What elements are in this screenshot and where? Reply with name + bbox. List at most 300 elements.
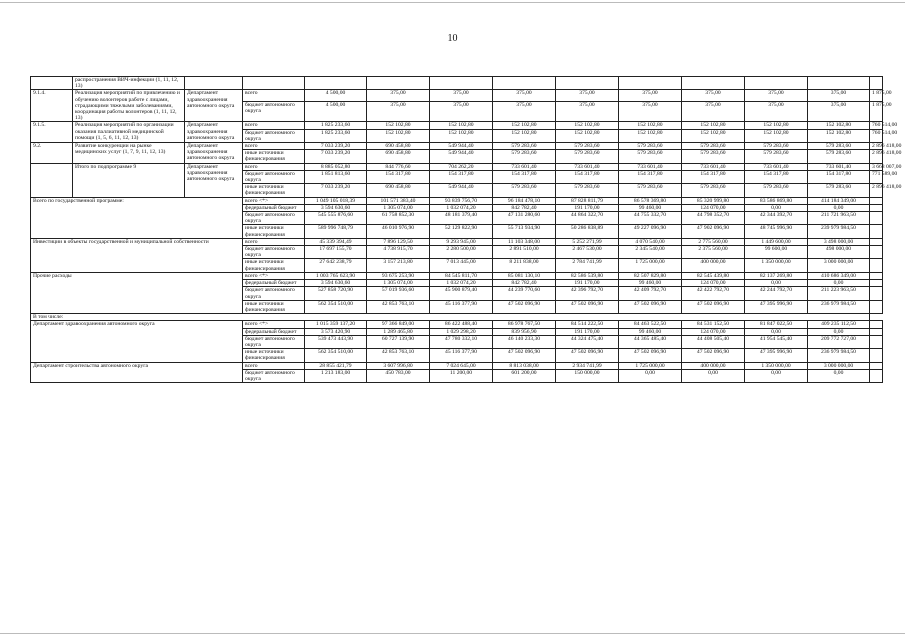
- amount-cell: 81 847 022,50: [745, 321, 808, 328]
- amount-cell: 842 782,40: [493, 280, 556, 287]
- funding-source-cell: иные источники финансирования: [243, 300, 305, 313]
- amount-cell: 3 594 630,60: [305, 280, 367, 287]
- amount-cell: 93 675 253,90: [367, 272, 430, 279]
- amount-cell: 44 798 352,70: [682, 212, 745, 225]
- amount-cell: 42 244 792,70: [745, 287, 808, 300]
- funding-source-cell: всего <*>: [243, 272, 305, 279]
- amount-cell: 152 102,80: [745, 122, 808, 129]
- amount-cell: [493, 77, 556, 90]
- amount-cell: 44 755 332,70: [619, 212, 682, 225]
- amount-cell: 154 317,80: [493, 170, 556, 183]
- table-row: [31, 272, 883, 279]
- amount-cell: 83 586 869,80: [745, 197, 808, 204]
- group-name-cell: Департамент здравоохранения автономного округа: [31, 321, 243, 362]
- funding-source-cell: бюджет автономного округа: [243, 170, 305, 183]
- amount-cell: 150 000,00: [556, 369, 619, 382]
- amount-cell: 42 853 763,10: [367, 300, 430, 313]
- amount-cell: 5 252 271,99: [556, 238, 619, 245]
- amount-cell: 4 500,00: [305, 90, 367, 101]
- amount-cell: 11 103 348,00: [493, 238, 556, 245]
- funding-source-cell: всего: [243, 122, 305, 129]
- amount-cell: 27 642 238,79: [305, 259, 367, 272]
- group-name-cell: Всего по государственной программе:: [31, 197, 243, 238]
- amount-cell: 1 015 359 137,20: [305, 321, 367, 328]
- amount-cell: 579 283,60: [493, 143, 556, 150]
- amount-cell: 400 000,00: [682, 362, 745, 369]
- amount-cell: 8 885 052,80: [305, 163, 367, 170]
- amount-cell: 49 227 096,90: [619, 225, 682, 238]
- amount-cell: 0,00: [745, 328, 808, 335]
- amount-cell: 690 458,80: [367, 184, 430, 197]
- amount-cell: 2 375 560,00: [682, 246, 745, 259]
- amount-cell: 0,00: [808, 280, 870, 287]
- table-row: [31, 163, 883, 170]
- amount-cell: 3 157 213,80: [367, 259, 430, 272]
- amount-cell: 549 944,40: [430, 184, 493, 197]
- amount-cell: 545 555 876,60: [305, 212, 367, 225]
- amount-cell: 2 345 540,00: [619, 246, 682, 259]
- amount-cell: 47 502 096,90: [493, 349, 556, 362]
- funding-source-cell: всего: [243, 362, 305, 369]
- amount-cell: [870, 204, 883, 211]
- amount-cell: 498 000,00: [808, 246, 870, 259]
- amount-cell: 3 594 630,60: [305, 204, 367, 211]
- amount-cell: 733 601,40: [808, 163, 870, 170]
- amount-cell: 93 839 756,70: [430, 197, 493, 204]
- amount-cell: 46 140 233,30: [493, 335, 556, 348]
- funding-source-cell: всего: [243, 238, 305, 245]
- group-name-cell: Инвестиции в объекты государственной и муниципальной собственности: [31, 238, 243, 272]
- amount-cell: 101 571 383,40: [367, 197, 430, 204]
- amount-cell: 1 725 000,00: [619, 362, 682, 369]
- amount-cell: 152 102,80: [430, 122, 493, 129]
- amount-cell: 2 775 560,00: [682, 238, 745, 245]
- amount-cell: 44 239 770,60: [493, 287, 556, 300]
- amount-cell: 124 070,00: [682, 204, 745, 211]
- amount-cell: [430, 77, 493, 90]
- amount-cell: 414 184 349,00: [808, 197, 870, 204]
- amount-cell: 1 213 183,00: [305, 369, 367, 382]
- amount-cell: 1 851 813,60: [305, 170, 367, 183]
- amount-cell: 7 033 239,20: [305, 150, 367, 163]
- amount-cell: [682, 77, 745, 90]
- amount-cell: 2 891 510,00: [493, 246, 556, 259]
- amount-cell: 771 589,00: [870, 170, 883, 183]
- funding-source-cell: всего: [243, 163, 305, 170]
- amount-cell: [870, 238, 883, 245]
- amount-cell: 690 458,80: [367, 143, 430, 150]
- amount-cell: 375,00: [682, 90, 745, 101]
- amount-cell: 42 409 792,70: [619, 287, 682, 300]
- executor-cell: Департамент здравоохранения автономного округа: [185, 90, 243, 122]
- amount-cell: 0,00: [682, 369, 745, 382]
- amount-cell: 2 784 741,99: [556, 259, 619, 272]
- amount-cell: 760 514,00: [870, 129, 883, 142]
- amount-cell: 42 853 763,10: [367, 349, 430, 362]
- funding-source-cell: бюджет автономного округа: [243, 335, 305, 348]
- amount-cell: 47 395 996,90: [745, 349, 808, 362]
- amount-cell: [619, 77, 682, 90]
- table-row: [31, 197, 883, 204]
- code-cell: 9.2.: [31, 143, 73, 164]
- amount-cell: 152 102,80: [367, 122, 430, 129]
- executor-cell: Департамент здравоохранения автономного округа: [185, 122, 243, 143]
- amount-cell: 0,00: [745, 204, 808, 211]
- funding-source-cell: всего: [243, 90, 305, 101]
- amount-cell: 8 813 038,00: [493, 362, 556, 369]
- amount-cell: 86 422 488,40: [430, 321, 493, 328]
- amount-cell: 1 875,00: [870, 90, 883, 101]
- amount-cell: 562 354 510,00: [305, 349, 367, 362]
- amount-cell: 42 344 392,70: [745, 212, 808, 225]
- funding-source-cell: иные источники финансирования: [243, 150, 305, 163]
- executor-cell: Департамент здравоохранения автономного округа: [185, 143, 243, 164]
- amount-cell: [870, 362, 883, 369]
- amount-cell: 579 283,60: [493, 184, 556, 197]
- amount-cell: 2 896 418,00: [870, 143, 883, 150]
- group-name-cell: Прочие расходы: [31, 272, 243, 313]
- amount-cell: 1 825 233,60: [305, 129, 367, 142]
- amount-cell: [870, 328, 883, 335]
- amount-cell: 549 944,40: [430, 143, 493, 150]
- page-number: 10: [447, 33, 458, 44]
- amount-cell: 7 033 239,20: [305, 143, 367, 150]
- amount-cell: 844 776,60: [367, 163, 430, 170]
- amount-cell: 549 944,40: [430, 150, 493, 163]
- amount-cell: 375,00: [367, 101, 430, 122]
- amount-cell: 154 317,80: [430, 170, 493, 183]
- table-row: [31, 238, 883, 245]
- amount-cell: [808, 77, 870, 90]
- amount-cell: 3 498 000,00: [808, 238, 870, 245]
- amount-cell: 57 019 936,60: [367, 287, 430, 300]
- amount-cell: [870, 280, 883, 287]
- activity-name-cell: Реализация мероприятий по привлечению и обучению волонтеров работе с лицами, страдающими тяжелыми заболеваниями, координация работы волонтеров (1, 11, 12, 13): [73, 90, 185, 122]
- amount-cell: 601 200,00: [493, 369, 556, 382]
- amount-cell: 46 010 976,90: [367, 225, 430, 238]
- table-row: [31, 362, 883, 369]
- amount-cell: 152 102,80: [556, 129, 619, 142]
- amount-cell: 375,00: [493, 101, 556, 122]
- amount-cell: 375,00: [619, 101, 682, 122]
- code-cell: [31, 163, 73, 197]
- amount-cell: 4 070 540,00: [619, 238, 682, 245]
- amount-cell: 1 032 074,20: [430, 280, 493, 287]
- amount-cell: [870, 225, 883, 238]
- amount-cell: 410 686 349,00: [808, 272, 870, 279]
- funding-source-cell: иные источники финансирования: [243, 184, 305, 197]
- funding-source-cell: бюджет автономного округа: [243, 246, 305, 259]
- amount-cell: 124 070,00: [682, 280, 745, 287]
- section-heading: В том числе:: [31, 314, 870, 321]
- amount-cell: 191 170,00: [556, 328, 619, 335]
- amount-cell: 152 102,80: [808, 122, 870, 129]
- amount-cell: 154 317,80: [619, 170, 682, 183]
- amount-cell: 579 283,60: [745, 150, 808, 163]
- amount-cell: [870, 300, 883, 313]
- amount-cell: 1 350 000,00: [745, 259, 808, 272]
- table-body: [31, 77, 902, 383]
- amount-cell: 85 320 999,80: [682, 197, 745, 204]
- amount-cell: 47 502 096,90: [619, 300, 682, 313]
- amount-cell: 48 181 379,40: [430, 212, 493, 225]
- amount-cell: 733 601,40: [619, 163, 682, 170]
- funding-source-cell: федеральный бюджет: [243, 204, 305, 211]
- amount-cell: 562 354 510,00: [305, 300, 367, 313]
- amount-cell: 211 721 963,50: [808, 212, 870, 225]
- amount-cell: 375,00: [808, 90, 870, 101]
- amount-cell: 589 996 748,79: [305, 225, 367, 238]
- amount-cell: 3 000 000,00: [808, 362, 870, 369]
- amount-cell: 842 782,40: [493, 204, 556, 211]
- amount-cell: 579 283,60: [556, 184, 619, 197]
- funding-source-cell: [243, 77, 305, 90]
- amount-cell: 579 283,60: [808, 184, 870, 197]
- amount-cell: [367, 77, 430, 90]
- amount-cell: 375,00: [808, 101, 870, 122]
- budget-table: [30, 76, 902, 383]
- activity-name-cell: Реализация мероприятий по организации оказания паллиативной медицинской помощи (1, 5, 6, 11, 12, 13): [73, 122, 185, 143]
- amount-cell: 450 783,00: [367, 369, 430, 382]
- amount-cell: 539 473 443,90: [305, 335, 367, 348]
- amount-cell: 45 339 394,49: [305, 238, 367, 245]
- amount-cell: 375,00: [493, 90, 556, 101]
- amount-cell: 7 024 645,00: [430, 362, 493, 369]
- amount-cell: 3 000 000,00: [808, 259, 870, 272]
- amount-cell: 579 283,60: [682, 150, 745, 163]
- amount-cell: 0,00: [808, 204, 870, 211]
- amount-cell: 9 293 945,00: [430, 238, 493, 245]
- amount-cell: 154 317,80: [808, 170, 870, 183]
- amount-cell: 579 283,60: [619, 143, 682, 150]
- amount-cell: 47 780 332,10: [430, 335, 493, 348]
- amount-cell: 1 289 465,80: [367, 328, 430, 335]
- amount-cell: 3 573 420,90: [305, 328, 367, 335]
- amount-cell: 84 545 811,70: [430, 272, 493, 279]
- activity-name-cell: Развитие конкуренции на рынке медицинских услуг (1, 7, 9, 11, 12, 13): [73, 143, 185, 164]
- funding-source-cell: иные источники финансирования: [243, 349, 305, 362]
- code-cell: [31, 77, 73, 90]
- amount-cell: 17 697 155,70: [305, 246, 367, 259]
- amount-cell: 47 502 096,90: [493, 300, 556, 313]
- amount-cell: 82 586 539,80: [556, 272, 619, 279]
- amount-cell: 409 235 112,50: [808, 321, 870, 328]
- amount-cell: 579 283,60: [808, 143, 870, 150]
- table-row: [31, 143, 883, 150]
- amount-cell: 2 280 500,00: [430, 246, 493, 259]
- funding-source-cell: иные источники финансирования: [243, 259, 305, 272]
- executor-cell: Департамент здравоохранения автономного округа: [185, 163, 243, 197]
- amount-cell: 47 502 096,90: [682, 349, 745, 362]
- funding-source-cell: федеральный бюджет: [243, 280, 305, 287]
- amount-cell: 375,00: [619, 90, 682, 101]
- activity-name-cell: Итого по подпрограмме 9: [73, 163, 185, 197]
- amount-cell: 0,00: [745, 369, 808, 382]
- amount-cell: [870, 77, 883, 90]
- funding-source-cell: бюджет автономного округа: [243, 129, 305, 142]
- amount-cell: 7 033 239,20: [305, 184, 367, 197]
- amount-cell: 527 858 720,90: [305, 287, 367, 300]
- table-row: [31, 77, 883, 90]
- amount-cell: 47 502 096,90: [619, 349, 682, 362]
- funding-source-cell: бюджет автономного округа: [243, 287, 305, 300]
- amount-cell: 152 102,80: [808, 129, 870, 142]
- amount-cell: 733 601,40: [745, 163, 808, 170]
- amount-cell: 209 772 727,00: [808, 335, 870, 348]
- amount-cell: 1 029 298,20: [430, 328, 493, 335]
- funding-source-cell: иные источники финансирования: [243, 225, 305, 238]
- amount-cell: 7 013 445,00: [430, 259, 493, 272]
- amount-cell: 1 449 600,00: [745, 238, 808, 245]
- amount-cell: 733 601,40: [493, 163, 556, 170]
- amount-cell: 579 283,60: [619, 184, 682, 197]
- amount-cell: 191 170,00: [556, 204, 619, 211]
- amount-cell: 99 460,00: [619, 328, 682, 335]
- amount-cell: 48 745 996,90: [745, 225, 808, 238]
- amount-cell: 400 000,00: [682, 259, 745, 272]
- amount-cell: 154 317,80: [745, 170, 808, 183]
- amount-cell: 124 070,00: [682, 328, 745, 335]
- amount-cell: 733 601,40: [682, 163, 745, 170]
- amount-cell: 44 365 485,40: [619, 335, 682, 348]
- amount-cell: 82 137 269,80: [745, 272, 808, 279]
- amount-cell: 760 514,00: [870, 122, 883, 129]
- amount-cell: 152 102,80: [556, 122, 619, 129]
- amount-cell: 375,00: [430, 101, 493, 122]
- amount-cell: 1 350 000,00: [745, 362, 808, 369]
- amount-cell: 84 514 222,50: [556, 321, 619, 328]
- amount-cell: 41 954 545,40: [745, 335, 808, 348]
- amount-cell: 86 578 369,80: [619, 197, 682, 204]
- amount-cell: 1 725 000,00: [619, 259, 682, 272]
- amount-cell: 579 283,60: [556, 150, 619, 163]
- funding-source-cell: бюджет автономного округа: [243, 212, 305, 225]
- amount-cell: 579 283,60: [619, 150, 682, 163]
- amount-cell: 47 502 096,90: [556, 349, 619, 362]
- amount-cell: 2 896 418,00: [870, 184, 883, 197]
- amount-cell: 704 262,20: [430, 163, 493, 170]
- amount-cell: 579 283,60: [745, 184, 808, 197]
- amount-cell: 0,00: [745, 280, 808, 287]
- amount-cell: 154 317,80: [682, 170, 745, 183]
- funding-source-cell: всего <*>: [243, 197, 305, 204]
- table-row: [31, 90, 883, 101]
- executor-cell: [185, 77, 243, 90]
- amount-cell: 4 500,00: [305, 101, 367, 122]
- amount-cell: 87 828 811,79: [556, 197, 619, 204]
- amount-cell: 47 502 096,90: [682, 300, 745, 313]
- amount-cell: 152 102,80: [619, 122, 682, 129]
- amount-cell: 44 864 322,70: [556, 212, 619, 225]
- amount-cell: 28 855 421,79: [305, 362, 367, 369]
- amount-cell: 152 102,80: [682, 122, 745, 129]
- funding-source-cell: бюджет автономного округа: [243, 369, 305, 382]
- amount-cell: 47 502 096,90: [556, 300, 619, 313]
- amount-cell: 211 223 963,50: [808, 287, 870, 300]
- amount-cell: 99 460,00: [619, 280, 682, 287]
- amount-cell: 45 116 377,90: [430, 349, 493, 362]
- amount-cell: 2 896 418,00: [870, 150, 883, 163]
- amount-cell: [870, 321, 883, 328]
- table-row: [31, 314, 883, 321]
- amount-cell: 154 317,80: [556, 170, 619, 183]
- amount-cell: 3 668 007,00: [870, 163, 883, 170]
- amount-cell: [870, 212, 883, 225]
- amount-cell: 61 758 852,30: [367, 212, 430, 225]
- amount-cell: 579 283,60: [682, 143, 745, 150]
- amount-cell: [870, 335, 883, 348]
- amount-cell: 1 032 074,20: [430, 204, 493, 211]
- amount-cell: 154 317,80: [367, 170, 430, 183]
- amount-cell: 0,00: [808, 369, 870, 382]
- amount-cell: 152 102,80: [367, 129, 430, 142]
- amount-cell: 3 607 996,80: [367, 362, 430, 369]
- amount-cell: 1 875,00: [870, 101, 883, 122]
- amount-cell: 85 081 130,10: [493, 272, 556, 279]
- amount-cell: 1 003 765 623,90: [305, 272, 367, 279]
- amount-cell: 152 102,80: [493, 122, 556, 129]
- amount-cell: 4 738 915,70: [367, 246, 430, 259]
- amount-cell: 375,00: [745, 101, 808, 122]
- scan-edge-top: [0, 2, 905, 3]
- amount-cell: 8 211 838,00: [493, 259, 556, 272]
- amount-cell: [870, 349, 883, 362]
- amount-cell: [870, 259, 883, 272]
- amount-cell: 45 900 879,40: [430, 287, 493, 300]
- group-name-cell: Департамент строительства автономного округа: [31, 362, 243, 383]
- funding-source-cell: всего: [243, 143, 305, 150]
- amount-cell: 2 934 741,99: [556, 362, 619, 369]
- scan-edge-bottom: [0, 633, 905, 634]
- amount-cell: 191 170,00: [556, 280, 619, 287]
- amount-cell: 375,00: [745, 90, 808, 101]
- amount-cell: 84 531 152,50: [682, 321, 745, 328]
- amount-cell: 152 102,80: [493, 129, 556, 142]
- amount-cell: 375,00: [556, 90, 619, 101]
- amount-cell: 2 467 530,00: [556, 246, 619, 259]
- amount-cell: [870, 246, 883, 259]
- amount-cell: [870, 272, 883, 279]
- amount-cell: 42 422 792,70: [682, 287, 745, 300]
- amount-cell: 152 102,80: [430, 129, 493, 142]
- amount-cell: 82 545 439,80: [682, 272, 745, 279]
- amount-cell: [745, 77, 808, 90]
- amount-cell: 579 283,60: [493, 150, 556, 163]
- amount-cell: 86 978 767,50: [493, 321, 556, 328]
- amount-cell: 44 408 505,40: [682, 335, 745, 348]
- amount-cell: 690 458,80: [367, 150, 430, 163]
- amount-cell: 579 283,60: [808, 150, 870, 163]
- amount-cell: 239 979 984,50: [808, 225, 870, 238]
- amount-cell: 152 102,80: [745, 129, 808, 142]
- amount-cell: 52 129 822,90: [430, 225, 493, 238]
- amount-cell: 47 131 280,60: [493, 212, 556, 225]
- code-cell: 9.1.5.: [31, 122, 73, 143]
- amount-cell: 96 184 478,10: [493, 197, 556, 204]
- amount-cell: 375,00: [430, 90, 493, 101]
- amount-cell: 42 396 792,70: [556, 287, 619, 300]
- amount-cell: 236 979 984,50: [808, 300, 870, 313]
- amount-cell: 0,00: [808, 328, 870, 335]
- activity-name-cell: распространения ВИЧ-инфекции (1, 11, 12, 13): [73, 77, 185, 90]
- amount-cell: 11 200,00: [430, 369, 493, 382]
- amount-cell: 99 600,00: [745, 246, 808, 259]
- amount-cell: 152 102,80: [682, 129, 745, 142]
- amount-cell: 1 305 074,00: [367, 280, 430, 287]
- amount-cell: 44 324 475,40: [556, 335, 619, 348]
- amount-cell: 375,00: [367, 90, 430, 101]
- amount-cell: [870, 197, 883, 204]
